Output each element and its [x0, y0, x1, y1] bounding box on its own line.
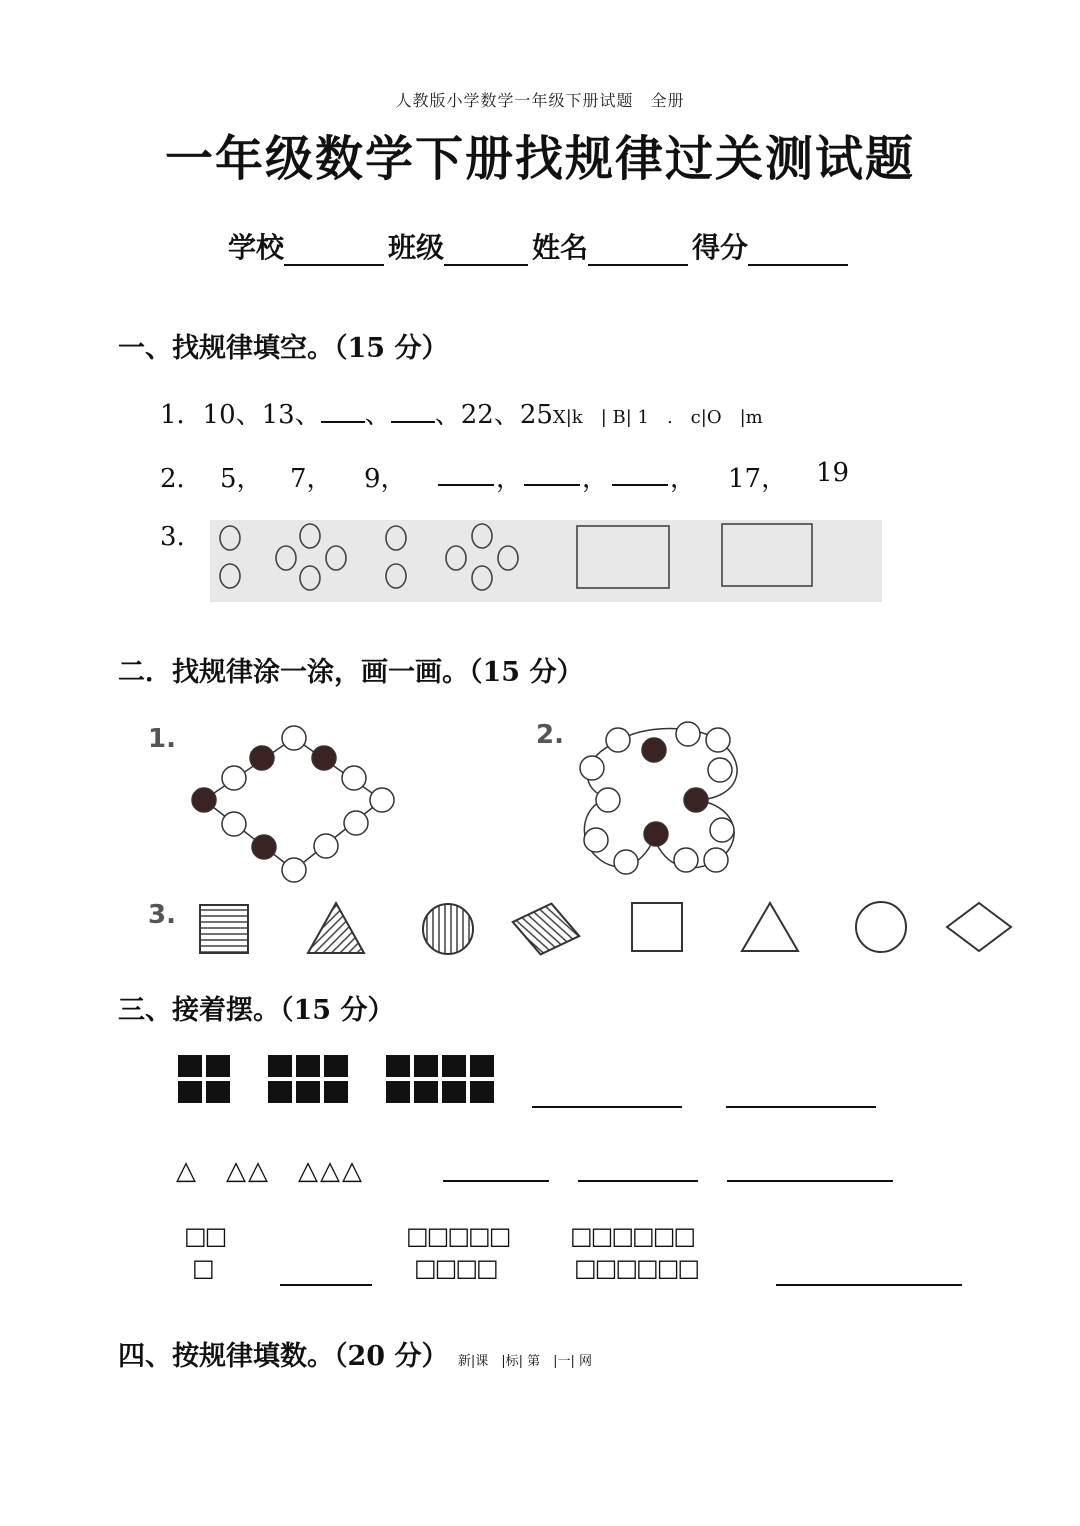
section4-heading: [118, 1334, 592, 1373]
figure-label-1: 1.: [148, 724, 176, 754]
bead-dark: [312, 746, 336, 770]
bead-white: [706, 728, 730, 752]
section4-title: 四、按规律填数。（20 分）: [118, 1341, 449, 1372]
bead-dark: [644, 822, 668, 846]
bead-white: [704, 848, 728, 872]
answer-line[interactable]: [532, 1106, 682, 1108]
box-pattern-top-3: □□□□□□: [570, 1222, 695, 1250]
block: [470, 1081, 494, 1103]
bead-white: [614, 850, 638, 874]
bead-cluster-figure: [570, 720, 750, 890]
name-label: 姓名: [532, 231, 589, 264]
answer-line[interactable]: [776, 1284, 962, 1286]
blank-circle: [856, 902, 906, 952]
bead-white: [710, 818, 734, 842]
bead-diamond-figure: [180, 720, 410, 890]
box-pattern-bottom-3: □□□□□□: [574, 1254, 699, 1282]
question-1-1: [160, 394, 763, 431]
q1-label: 1．: [160, 400, 203, 430]
name-blank[interactable]: [588, 234, 688, 266]
q2-label: 2．: [160, 464, 203, 494]
circle-pattern-figure: [210, 520, 882, 602]
block: [414, 1055, 438, 1077]
answer-line[interactable]: [443, 1180, 549, 1182]
header-note: 人教版小学数学一年级下册试题 全册: [395, 91, 685, 110]
block: [470, 1055, 494, 1077]
striped-circle: [423, 904, 473, 954]
block: [268, 1081, 292, 1103]
block: [296, 1081, 320, 1103]
q1-sequence-start: 10、13、: [202, 400, 321, 430]
q2-blank-3[interactable]: [612, 462, 668, 486]
block: [324, 1055, 348, 1077]
box-pattern-top-2: □□□□□: [406, 1222, 510, 1250]
bead-white: [344, 811, 368, 835]
bead-white: [282, 726, 306, 750]
block: [206, 1081, 230, 1103]
q2-value: 5，: [220, 464, 263, 494]
page-title: 一年级数学下册找规律过关测试题: [164, 131, 915, 187]
figure-label-3: 3.: [148, 900, 176, 930]
bead-dark: [684, 788, 708, 812]
answer-line[interactable]: [727, 1180, 893, 1182]
class-label: 班级: [387, 231, 444, 264]
bead-white: [282, 858, 306, 882]
blank-diamond: [947, 903, 1011, 951]
q2-value: 9，: [364, 464, 407, 494]
bead-white: [596, 788, 620, 812]
bead-white: [370, 788, 394, 812]
bead-dark: [250, 746, 274, 770]
striped-diamond: [507, 896, 584, 961]
watermark-noise: 新|课 |标| 第 |一| 网: [457, 1354, 593, 1369]
shape-pattern-figure: [190, 895, 1020, 965]
q2-comma: ，: [670, 464, 697, 494]
block: [414, 1081, 438, 1103]
block: [386, 1055, 410, 1077]
bead-white: [584, 828, 608, 852]
striped-triangle: [308, 903, 364, 953]
triangle-pattern: △ △△ △△△: [176, 1156, 364, 1186]
q2-blank-1[interactable]: [438, 462, 494, 486]
bead-white: [314, 834, 338, 858]
q1-sep: 、: [364, 400, 391, 430]
school-blank[interactable]: [284, 234, 384, 266]
student-info-row: [0, 226, 1080, 266]
bead-white: [222, 812, 246, 836]
block: [296, 1055, 320, 1077]
q2-comma: ，: [582, 464, 609, 494]
q1-sequence-end: 22、25: [460, 400, 553, 430]
q1-sep: 、: [434, 400, 461, 430]
square-blocks-figure: [178, 1055, 508, 1107]
diamond-string: [204, 738, 382, 870]
bead-white: [606, 728, 630, 752]
block: [178, 1081, 202, 1103]
q2-comma: ，: [496, 464, 523, 494]
q2-value: 7，: [290, 464, 333, 494]
section2-heading: 二．找规律涂一涂，画一画。（15 分）: [118, 657, 584, 688]
bead-white: [342, 766, 366, 790]
bead-white: [676, 722, 700, 746]
box-pattern-bottom-2: □□□□: [414, 1254, 497, 1282]
question-1-2: [160, 458, 960, 498]
section1-heading: 一、找规律填空。（15 分）: [118, 333, 449, 364]
answer-line[interactable]: [280, 1284, 372, 1286]
block: [268, 1055, 292, 1077]
block: [206, 1055, 230, 1077]
bead-white: [708, 758, 732, 782]
block: [442, 1055, 466, 1077]
bead-dark: [192, 788, 216, 812]
figure-label-2: 2.: [536, 720, 564, 750]
box-pattern-bottom-1: □: [192, 1254, 215, 1282]
answer-line[interactable]: [726, 1106, 876, 1108]
bead-dark: [252, 835, 276, 859]
q1-blank-2[interactable]: [391, 399, 435, 423]
q1-blank-1[interactable]: [321, 399, 365, 423]
blank-square: [632, 903, 682, 951]
watermark-noise: X|k | B| 1 . c|O |m: [552, 407, 763, 428]
score-label: 得分: [692, 231, 749, 264]
answer-line[interactable]: [578, 1180, 698, 1182]
bead-white: [674, 848, 698, 872]
striped-square: [200, 905, 248, 953]
bead-white: [580, 756, 604, 780]
section3-heading: 三、接着摆。（15 分）: [118, 995, 395, 1026]
block: [386, 1081, 410, 1103]
score-blank[interactable]: [748, 234, 848, 266]
q3-label: 3.: [160, 522, 185, 552]
school-label: 学校: [227, 231, 284, 264]
q2-value: 19: [816, 458, 850, 488]
box-pattern-top-1: □□: [184, 1222, 226, 1250]
class-blank[interactable]: [444, 234, 528, 266]
q2-blank-2[interactable]: [524, 462, 580, 486]
block: [178, 1055, 202, 1077]
bead-dark: [642, 738, 666, 762]
q2-value: 17，: [728, 464, 788, 494]
block: [324, 1081, 348, 1103]
blank-triangle: [742, 903, 798, 951]
block: [442, 1081, 466, 1103]
bead-white: [222, 766, 246, 790]
